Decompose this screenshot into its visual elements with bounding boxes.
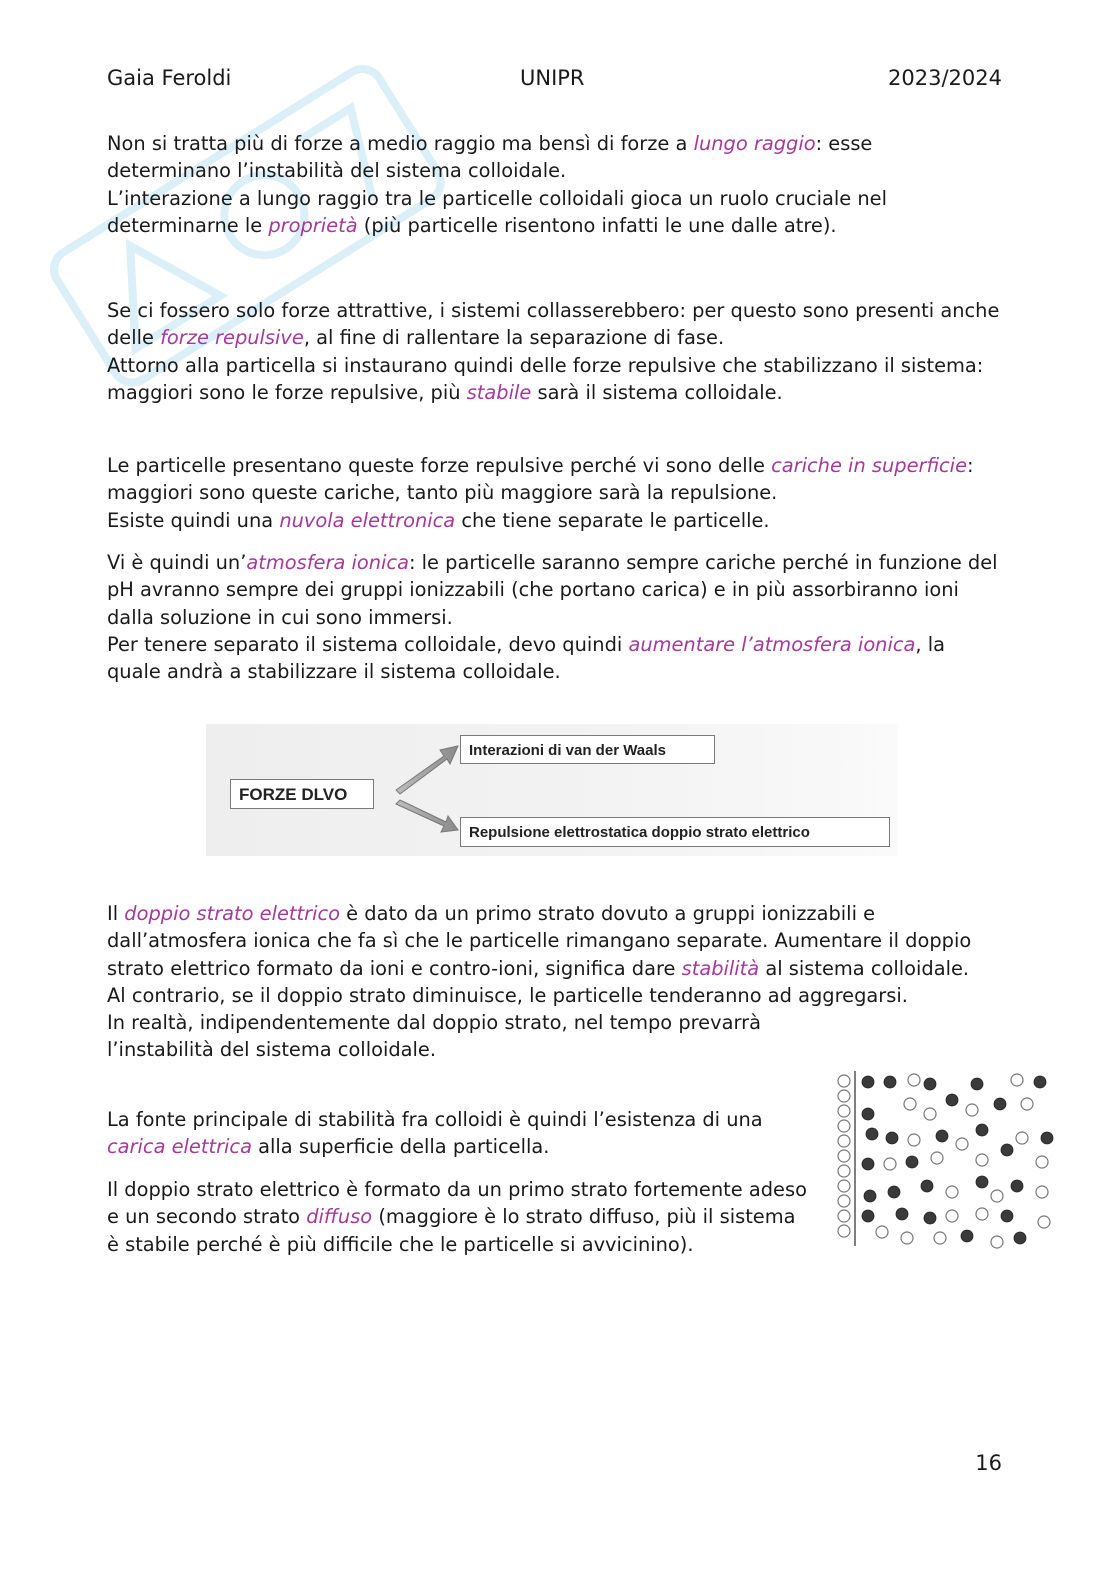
paragraph-diffuse-layer: Il doppio strato elettrico è formato da un primo strato fortemente adeso e un secondo strato diffuso (maggiore è lo strato diffuso, più il sistema è stabile perché è più difficile che le particelle si avvicinino).: [107, 1178, 807, 1256]
paragraph-electric-charge: La fonte principale di stabilità fra colloidi è quindi l’esistenza di una carica elettrica alla superficie della particella.: [107, 1108, 763, 1159]
paragraph-repulsive-forces: Se ci fossero solo forze attrattive, i sistemi collasserebbero: per questo sono presenti anche delle forze repulsive, al fine di rallentare la separazione di fase. Attorno alla particella si instaurano quindi delle forze repulsive che stabilizzano il sistema: maggiori sono le forze repulsive, più stabile sarà il sistema colloidale.: [107, 299, 1000, 404]
paragraph-ionic-atmosphere: Vi è quindi un’atmosfera ionica: le particelle saranno sempre cariche perché in funzione del pH avranno sempre dei gruppi ionizzabili (che portano carica) e in più assorbiranno ioni dalla soluzione in cui sono immersi. Per tenere separato il sistema colloidale, devo quindi aumentare l’atmosfera ionica, la quale andrà a stabilizzare il sistema colloidale.: [107, 551, 998, 684]
van-der-waals-box: Interazioni di van der Waals: [460, 735, 715, 764]
page-number: 16: [975, 1451, 1002, 1475]
dlvo-root-box: FORZE DLVO: [230, 779, 374, 809]
co-ions: [876, 1074, 1050, 1248]
paragraph-surface-charges: Le particelle presentano queste forze repulsive perché vi sono delle cariche in superficie: maggiori sono queste cariche, tanto più maggiore sarà la repulsione. Esiste quindi una nuvola elettronica che tiene separate le particelle.: [107, 454, 974, 532]
arrow-up-icon: [396, 746, 458, 794]
page-header: [107, 66, 1002, 96]
header-university: UNIPR: [520, 66, 585, 90]
paragraph-long-range: Non si tratta più di forze a medio raggio ma bensì di forze a lungo raggio: esse determinano l’instabilità del sistema colloidale. L’interazione a lungo raggio tra le particelle colloidali gioca un ruolo cruciale nel determinarne le proprietà (più particelle risentono infatti le une dalle atre).: [107, 132, 887, 237]
branch-arrows: [386, 738, 466, 838]
double-layer-particles-figure: [832, 1066, 1062, 1256]
header-year: 2023/2024: [888, 66, 1002, 90]
paragraph-double-layer: Il doppio strato elettrico è dato da un primo strato dovuto a gruppi ionizzabili e dall’atmosfera ionica che fa sì che le particelle rimangano separate. Aumentare il doppio strato elettrico formato da ioni e contro-ioni, significa dare stabilità al sistema colloidale. Al contrario, se il doppio strato diminuisce, le particelle tenderanno ad aggregarsi. In realtà, indipendentemente dal doppio strato, nel tempo prevarrà l’instabilità del sistema colloidale.: [107, 902, 972, 1062]
dlvo-diagram: [206, 724, 898, 856]
adsorbed-layer: [838, 1075, 850, 1237]
arrow-down-icon: [396, 800, 458, 832]
electrostatic-repulsion-box: Repulsione elettrostatica doppio strato elettrico: [460, 817, 890, 847]
header-author: Gaia Feroldi: [107, 66, 232, 90]
